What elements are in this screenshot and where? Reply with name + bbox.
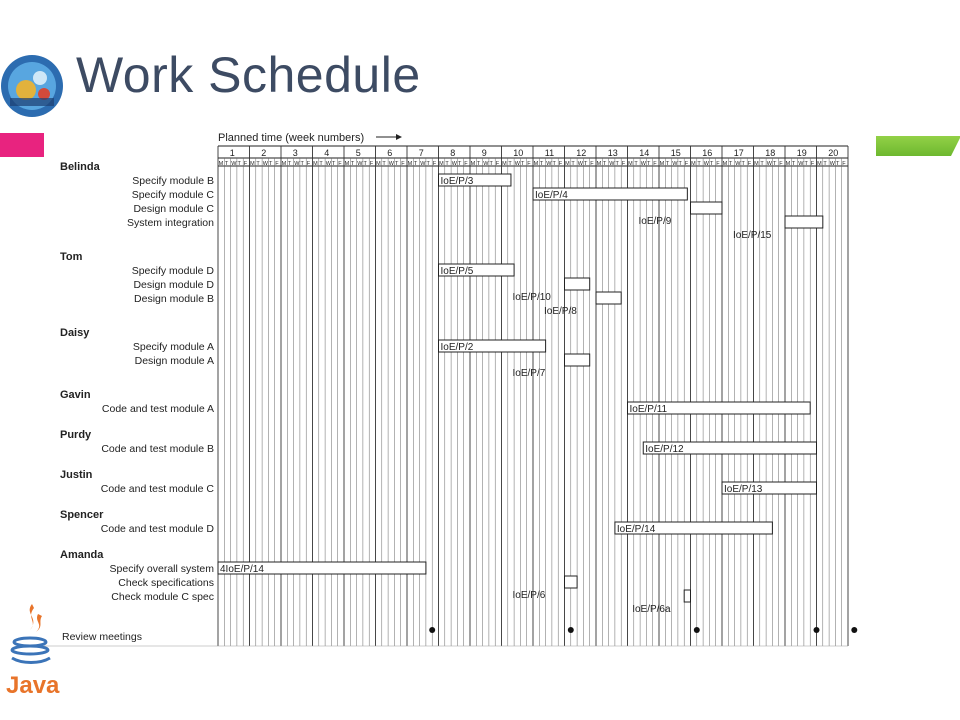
task-bar (596, 292, 621, 304)
green-accent-bar (874, 136, 960, 156)
day-letter-label: M (533, 161, 539, 167)
week-number-label: 18 (765, 148, 776, 158)
day-letter-label: W (640, 161, 646, 167)
day-letter-label: W (483, 161, 489, 167)
day-letter-label: T (552, 161, 556, 167)
day-letter-label: F (621, 161, 626, 167)
task-label: Check module C spec (111, 591, 214, 603)
person-name: Belinda (60, 161, 100, 173)
task-label: Specify module B (132, 175, 214, 187)
day-letter-label: M (691, 161, 696, 167)
day-letter-label: M (565, 161, 570, 167)
day-letter-label: W (451, 161, 457, 167)
day-letter-label: T (426, 161, 430, 167)
task-code-label: IoE/P/2 (440, 342, 474, 353)
day-letter-label: M (470, 161, 476, 167)
week-number-label: 10 (513, 148, 524, 158)
day-letter-label: T (741, 161, 745, 167)
task-code-label: IoE/P/6a (632, 604, 671, 615)
day-letter-label: F (558, 161, 563, 167)
day-letter-label: M (596, 161, 602, 167)
person-name: Daisy (60, 327, 90, 339)
day-letter-label: M (313, 161, 318, 167)
java-label: Java (6, 672, 60, 699)
task-label: Specify module D (131, 265, 214, 277)
day-letter-label: T (647, 161, 651, 167)
review-meeting-marker (851, 627, 857, 633)
day-letter-label: W (357, 161, 363, 167)
day-letter-label: W (735, 161, 741, 167)
day-letter-label: W (294, 161, 300, 167)
day-letter-label: F (464, 161, 468, 167)
day-letter-label: W (766, 161, 772, 167)
task-code-label: IoE/P/4 (535, 190, 568, 201)
week-number-label: 17 (733, 148, 744, 158)
day-letter-label: T (300, 161, 304, 167)
day-letter-label: T (602, 161, 607, 167)
task-label: System integration (127, 217, 214, 229)
day-letter-label: T (395, 161, 399, 167)
task-label: Design module B (134, 293, 214, 305)
day-letter-label: W (231, 161, 237, 167)
week-number-label: 7 (418, 148, 424, 158)
day-letter-label: T (678, 161, 682, 167)
week-number-label: 4 (324, 148, 330, 158)
day-letter-label: T (760, 161, 764, 167)
day-letter-label: F (338, 161, 342, 167)
day-letter-label: F (243, 161, 248, 167)
task-code-label: IoE/P/7 (512, 368, 546, 379)
day-letter-label: M (659, 161, 665, 167)
day-letter-label: M (754, 161, 759, 167)
day-letter-label: T (237, 161, 241, 167)
day-letter-label: W (546, 161, 552, 167)
task-label: Design module C (133, 203, 214, 215)
task-code-label: IoE/P/6 (512, 590, 546, 601)
day-letter-label: W (325, 161, 331, 167)
day-letter-label: T (634, 161, 638, 167)
day-letter-label: T (319, 161, 323, 167)
day-letter-label: F (401, 161, 405, 167)
day-letter-label: T (458, 161, 462, 167)
day-letter-label: T (287, 161, 292, 167)
task-code-label: 4IoE/P/14 (220, 564, 264, 575)
week-number-label: 9 (481, 148, 487, 158)
day-letter-label: F (684, 161, 689, 167)
day-letter-label: T (615, 161, 619, 167)
task-code-label: IoE/P/9 (638, 216, 672, 227)
review-meeting-marker (694, 627, 700, 633)
day-letter-label: M (439, 161, 444, 167)
task-bar (785, 216, 823, 228)
day-letter-label: W (798, 161, 804, 167)
task-label: Specify overall system (109, 563, 214, 575)
day-letter-label: T (571, 161, 575, 167)
review-meetings-label: Review meetings (62, 631, 142, 643)
week-number-label: 15 (670, 148, 681, 158)
person-name: Amanda (60, 549, 104, 561)
day-letter-label: T (489, 161, 493, 167)
week-number-label: 6 (387, 148, 393, 158)
review-meeting-marker (429, 627, 435, 633)
day-letter-label: T (791, 161, 796, 167)
task-code-label: IoE/P/12 (645, 444, 684, 455)
day-letter-label: T (697, 161, 701, 167)
day-letter-label: T (710, 161, 714, 167)
day-letter-label: T (350, 161, 355, 167)
day-letter-label: W (514, 161, 520, 167)
chart-header: Planned time (week numbers) (218, 132, 365, 144)
day-letter-label: W (577, 161, 583, 167)
task-code-label: IoE/P/14 (616, 524, 656, 535)
day-letter-label: T (476, 161, 481, 167)
day-letter-label: M (785, 161, 791, 167)
day-letter-label: F (747, 161, 752, 167)
day-letter-label: W (388, 161, 394, 167)
task-code-label: IoE/P/8 (544, 306, 577, 317)
review-meeting-marker (814, 627, 820, 633)
day-letter-label: T (521, 161, 525, 167)
person-name: Gavin (60, 389, 91, 401)
day-letter-label: T (836, 161, 840, 167)
task-label: Check specifications (118, 577, 214, 589)
circular-badge-logo-icon (0, 54, 64, 118)
day-letter-label: T (584, 161, 588, 167)
task-label: Code and test module A (101, 403, 214, 415)
day-letter-label: F (590, 161, 594, 167)
week-number-label: 8 (450, 148, 456, 158)
day-letter-label: T (382, 161, 386, 167)
work-schedule-gantt-chart (44, 126, 876, 656)
day-letter-label: T (665, 161, 670, 167)
task-bar (691, 202, 723, 214)
page-title: Work Schedule (76, 47, 421, 103)
task-code-label: IoE/P/15 (733, 230, 772, 241)
day-letter-label: M (218, 161, 224, 167)
day-letter-label: W (609, 161, 615, 167)
day-letter-label: M (250, 161, 255, 167)
task-bar (565, 278, 590, 290)
week-number-label: 20 (828, 148, 839, 158)
week-number-label: 19 (796, 148, 807, 158)
person-name: Purdy (60, 429, 92, 441)
day-letter-label: M (281, 161, 287, 167)
day-letter-label: F (842, 161, 846, 167)
week-number-label: 5 (355, 148, 361, 158)
day-letter-label: M (502, 161, 507, 167)
day-letter-label: F (527, 161, 531, 167)
day-letter-label: T (413, 161, 418, 167)
day-letter-label: T (363, 161, 367, 167)
day-letter-label: F (432, 161, 437, 167)
day-letter-label: T (332, 161, 336, 167)
task-label: Code and test module C (100, 483, 214, 495)
task-label: Code and test module D (100, 523, 214, 535)
day-letter-label: M (628, 161, 633, 167)
day-letter-label: T (823, 161, 827, 167)
day-letter-label: W (703, 161, 709, 167)
day-letter-label: F (495, 161, 500, 167)
task-label: Specify module A (132, 341, 214, 353)
day-letter-label: M (376, 161, 381, 167)
week-number-label: 13 (607, 148, 618, 158)
week-number-label: 12 (576, 148, 587, 158)
day-letter-label: T (445, 161, 449, 167)
task-code-label: IoE/P/10 (512, 292, 551, 303)
person-name: Spencer (60, 509, 104, 521)
pink-accent-bar (0, 133, 44, 157)
day-letter-label: T (773, 161, 777, 167)
day-letter-label: W (672, 161, 678, 167)
day-letter-label: T (269, 161, 273, 167)
day-letter-label: T (224, 161, 229, 167)
day-letter-label: T (804, 161, 808, 167)
week-number-label: 3 (292, 148, 298, 158)
task-bar (565, 354, 590, 366)
task-label: Code and test module B (101, 443, 214, 455)
day-letter-label: F (779, 161, 783, 167)
day-letter-label: F (716, 161, 720, 167)
day-letter-label: W (829, 161, 835, 167)
week-number-label: 1 (229, 148, 235, 158)
task-bar (684, 590, 690, 602)
task-label: Specify module C (131, 189, 214, 201)
day-letter-label: F (306, 161, 311, 167)
week-number-label: 14 (639, 148, 650, 158)
task-code-label: IoE/P/11 (629, 404, 668, 415)
week-number-label: 16 (702, 148, 713, 158)
task-bar (565, 576, 578, 588)
day-letter-label: T (256, 161, 260, 167)
task-code-label: IoE/P/13 (724, 484, 763, 495)
day-letter-label: M (722, 161, 728, 167)
task-code-label: IoE/P/5 (440, 266, 474, 277)
day-letter-label: M (407, 161, 413, 167)
day-letter-label: T (728, 161, 733, 167)
day-letter-label: M (344, 161, 350, 167)
day-letter-label: W (420, 161, 426, 167)
week-number-label: 11 (544, 148, 555, 158)
day-letter-label: M (817, 161, 822, 167)
review-meeting-marker (568, 627, 574, 633)
task-code-label: IoE/P/3 (440, 176, 474, 187)
day-letter-label: T (508, 161, 512, 167)
person-name: Justin (60, 469, 93, 481)
day-letter-label: T (539, 161, 544, 167)
day-letter-label: F (653, 161, 657, 167)
task-label: Design module A (134, 355, 214, 367)
day-letter-label: F (275, 161, 279, 167)
day-letter-label: F (810, 161, 815, 167)
task-label: Design module D (133, 279, 214, 291)
day-letter-label: W (262, 161, 268, 167)
week-number-label: 2 (261, 148, 267, 158)
day-letter-label: F (369, 161, 374, 167)
person-name: Tom (60, 251, 83, 263)
